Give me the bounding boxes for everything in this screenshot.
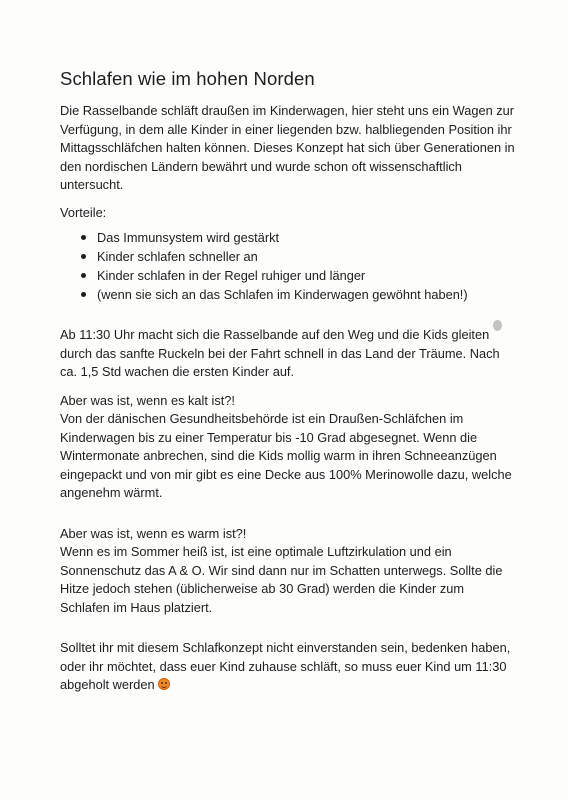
advantages-list — [60, 228, 516, 304]
list-item — [60, 247, 516, 266]
closing-text: Solltet ihr mit diesem Schlafkonzept nicht einverstanden sein, bedenken haben, oder ihr möchtet, dass euer Kind zuhause schläft, so muss euer Kind um 11:30 abgeholt werden — [60, 640, 511, 692]
advantages-heading: Vorteile: — [60, 204, 107, 220]
list-item — [60, 228, 516, 247]
advantage-text: Das Immunsystem wird gestärkt — [97, 230, 280, 245]
bullet-icon — [81, 273, 86, 278]
cold-answer: Von der dänischen Gesundheitsbehörde ist ein Draußen-Schläfchen im Kinderwagen bis zu einer Temperatur bis -10 Grad abgesegnet. Wenn die Wintermonate anbrechen, sind die Kids mollig warm in ihren Schneeanzügen eingepackt und von mir gibt es eine Decke aus 100% Merinowolle dazu, welche angenehm wärmt. — [60, 411, 512, 500]
document-content — [60, 67, 516, 695]
advantage-text: (wenn sie sich an das Schlafen im Kinderwagen gewöhnt haben!) — [97, 287, 468, 302]
advantage-text: Kinder schlafen in der Regel ruhiger und länger — [97, 268, 366, 283]
bullet-icon — [81, 292, 86, 297]
list-item — [60, 266, 516, 285]
page-title: Schlafen wie im hohen Norden — [60, 68, 315, 89]
closing-paragraph — [60, 639, 516, 695]
warm-answer: Wenn es im Sommer heiß ist, ist eine optimale Luftzirkulation und ein Sonnenschutz das A & O. Wir sind dann nur im Schatten unterwegs. Sollte die Hitze jedoch stehen (üblicherweise ab 30 Grad) werden die Kinder zum Schlafen im Haus platziert. — [60, 544, 503, 615]
smiling-face-icon — [158, 678, 170, 690]
schedule-paragraph: Ab 11:30 Uhr macht sich die Rasselbande auf den Weg und die Kids gleiten durch das sanfte Ruckeln bei der Fahrt schnell in das Land der Träume. Nach ca. 1,5 Std wachen die ersten Kinder auf. — [60, 327, 500, 379]
cold-question: Aber was ist, wenn es kalt ist?! — [60, 392, 235, 408]
bullet-icon — [81, 235, 86, 240]
warm-question: Aber was ist, wenn es warm ist?! — [60, 525, 247, 541]
advantage-text: Kinder schlafen schneller an — [97, 249, 258, 264]
intro-paragraph: Die Rasselbande schläft draußen im Kinderwagen, hier steht uns ein Wagen zur Verfügung, in dem alle Kinder in einer liegenden bzw. halbliegenden Position ihr Mittagsschläfchen halten können. Dieses Konzept hat sich über Generationen in den nordischen Ländern bewährt und wurde schon oft wissenschaftlich untersucht. — [60, 103, 515, 192]
scan-speck — [493, 320, 502, 331]
list-item — [60, 285, 516, 304]
bullet-icon — [81, 254, 86, 259]
